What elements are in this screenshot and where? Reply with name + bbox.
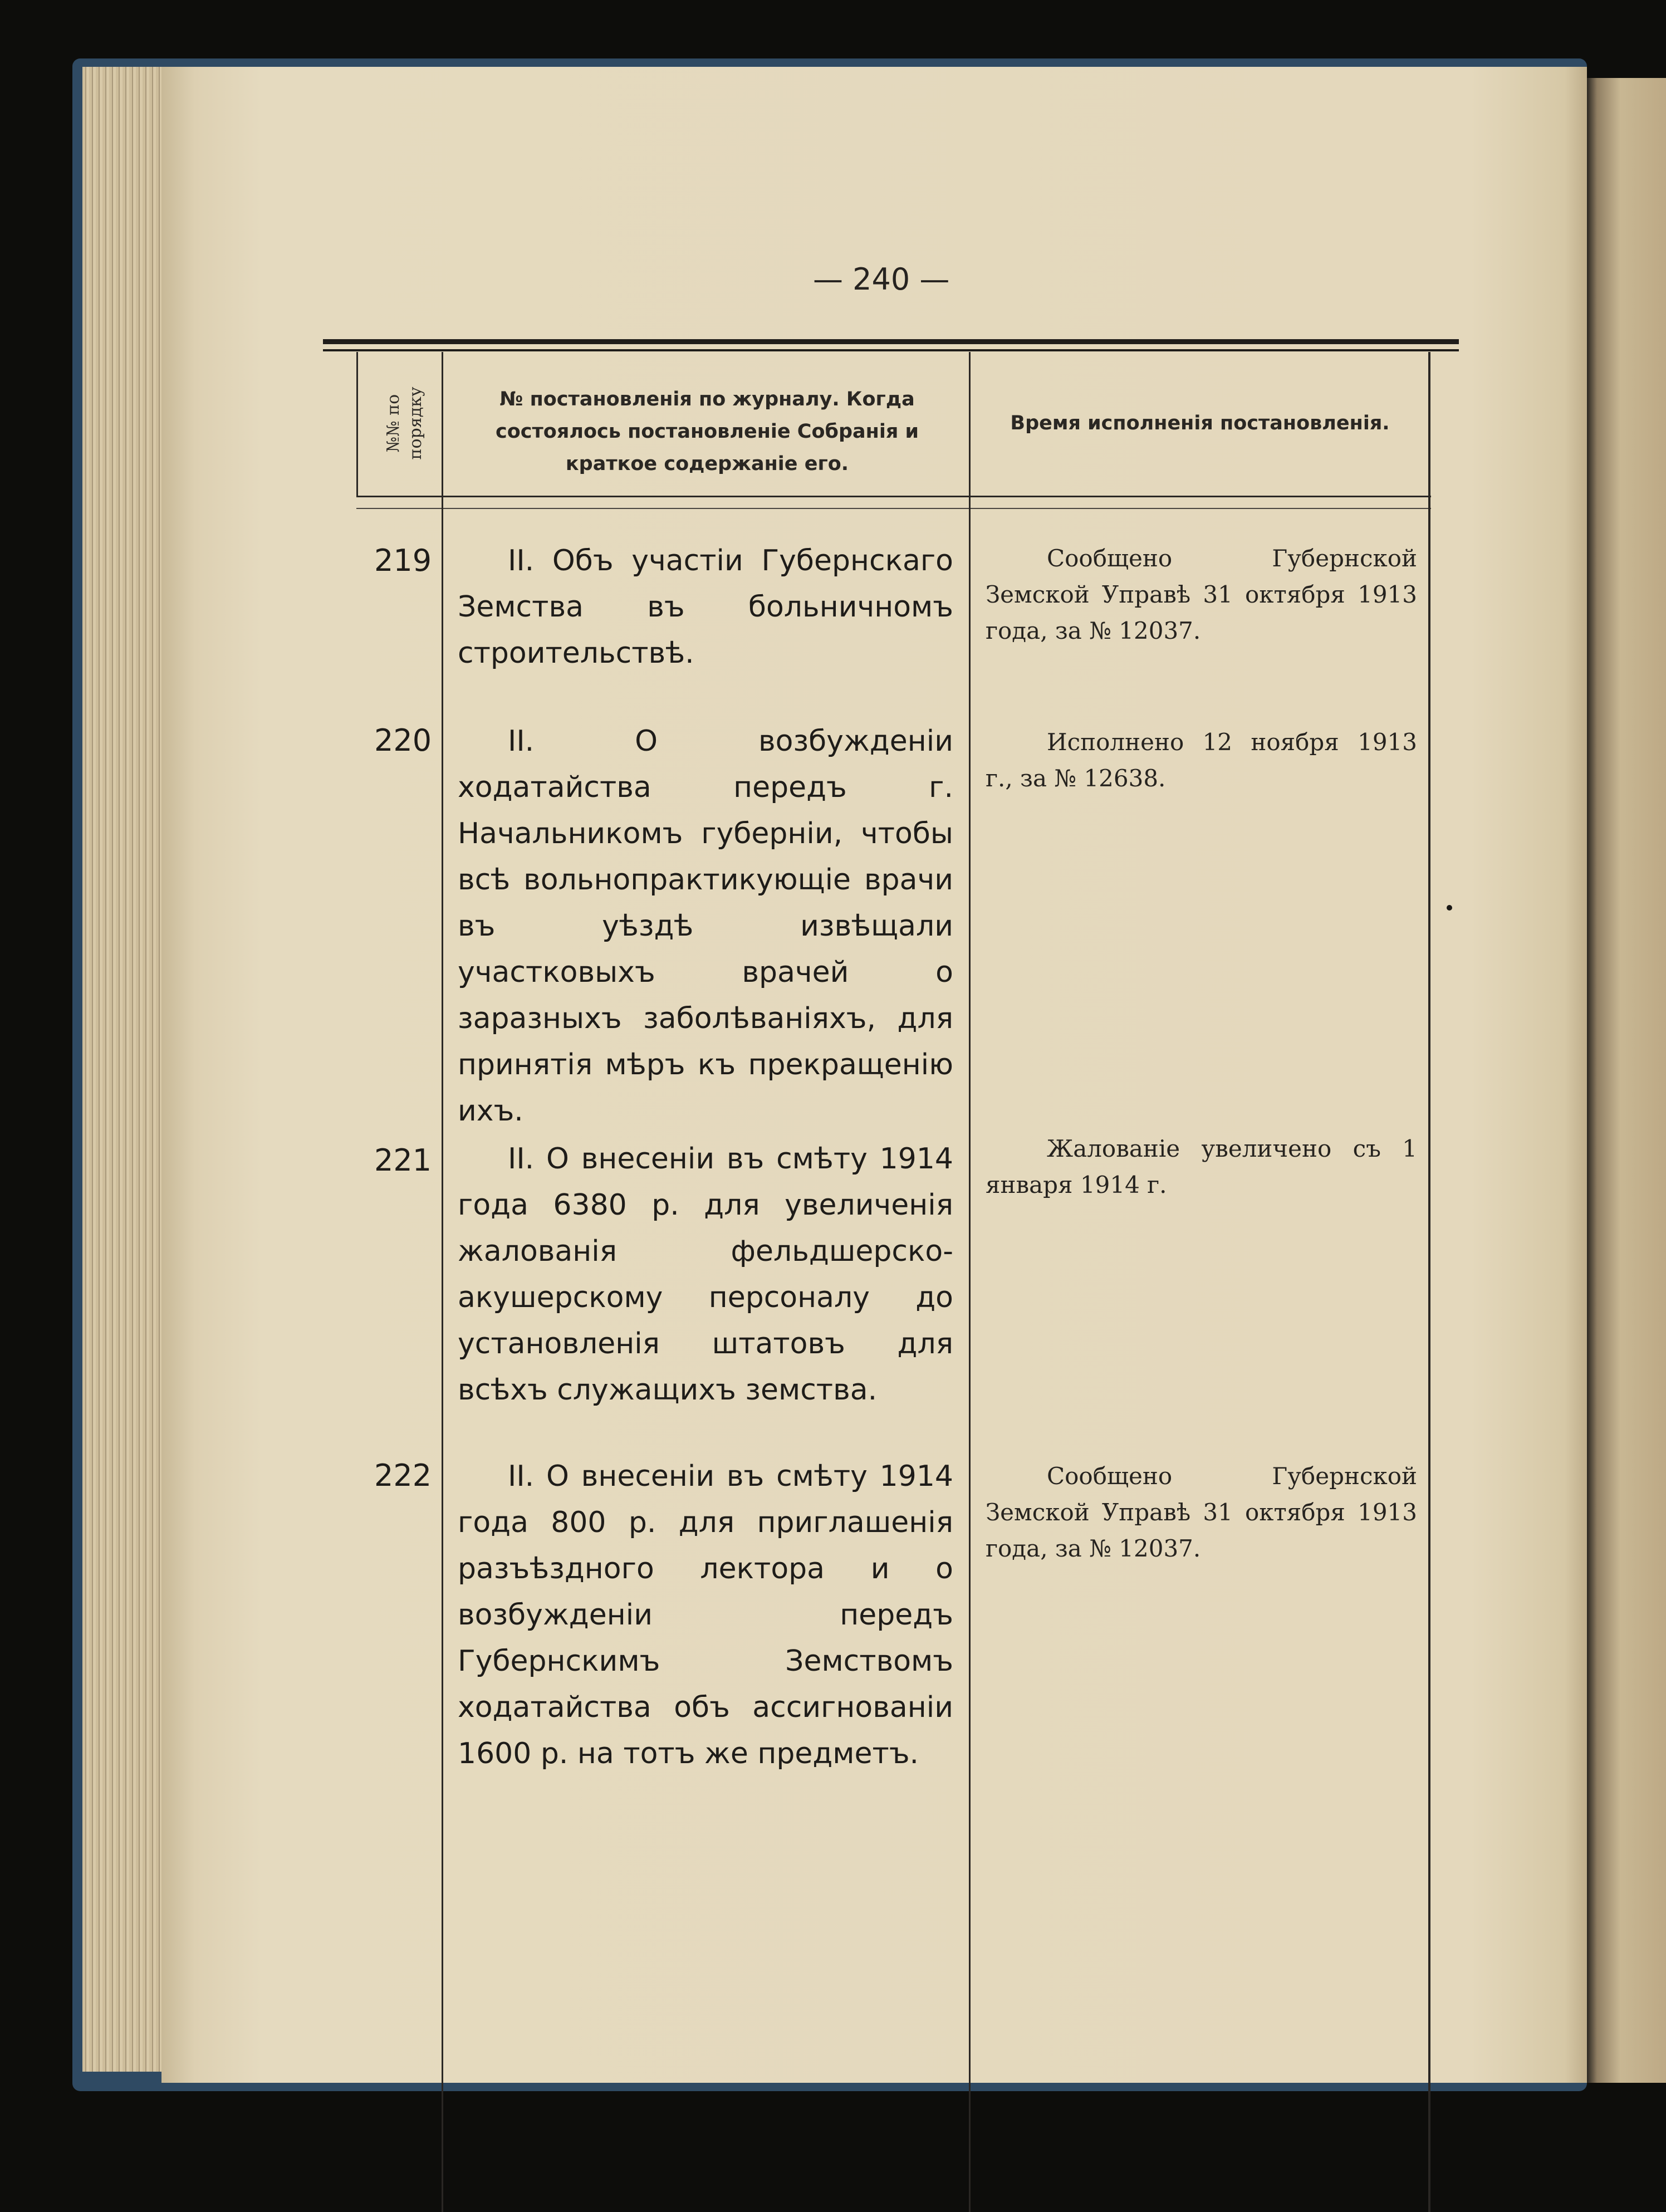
header-order-number-text: №№ по порядку: [384, 386, 425, 460]
header-execution: Время исполненія постановленія.: [1010, 412, 1390, 434]
row-resolution: II. О внесеніи въ смѣту 1914 года 6380 р. для увеличенія жалованія фельдшерско-акушерскому персоналу до установленія штатовъ для всѣхъ служащихъ земства.: [458, 1142, 953, 1407]
table-top-rule-thin: [323, 349, 1459, 351]
row-resolution: II. О внесеніи въ смѣту 1914 года 800 р. для приглашенія разъѣздного лектора и о возбужденіи передъ Губернскимъ Земствомъ ходатайства объ ассигнованіи 1600 р. на тотъ же предметъ.: [458, 1460, 953, 1770]
paper-speck: [1447, 905, 1452, 911]
row-number: 222: [374, 1458, 432, 1493]
page-edges: [82, 67, 166, 2072]
row-number: 219: [374, 543, 432, 578]
row-execution: Сообщено Губернской Земской Управѣ 31 октября 1913 года, за № 12037.: [986, 545, 1417, 644]
row-resolution: II. О возбужденіи ходатайства передъ г. Начальникомъ губерніи, чтобы всѣ вольнопрактикующіе врачи въ уѣздѣ извѣщали участковыхъ врачей о заразныхъ заболѣваніяхъ, для принятія мѣръ къ прекращенію ихъ.: [458, 725, 953, 1128]
row-number: 221: [374, 1143, 432, 1178]
page-number: — 240 —: [813, 262, 950, 297]
column-divider-right: [1428, 352, 1430, 2212]
row-execution: Сообщено Губернской Земской Управѣ 31 октября 1913 года, за № 12037.: [986, 1462, 1417, 1562]
row-execution: Исполнено 12 ноября 1913 г., за № 12638.: [986, 728, 1417, 792]
header-bottom-rule: [356, 496, 1431, 497]
facing-page-edge: [1587, 78, 1666, 2083]
header-bottom-rule-thin: [356, 508, 1431, 509]
column-divider-resolution: [969, 352, 971, 2212]
row-number: 220: [374, 723, 432, 758]
table-top-rule: [323, 339, 1459, 344]
header-resolution: № постановленія по журналу. Когда состоялось постановленіе Собранія и краткое содержаніе его.: [495, 388, 919, 475]
row-resolution: II. Объ участіи Губернскаго Земства въ больничномъ строительствѣ.: [458, 544, 953, 670]
header-order-number: [338, 359, 472, 487]
row-execution: Жалованіе увеличено съ 1 января 1914 г.: [986, 1135, 1417, 1198]
column-divider-number: [442, 352, 443, 2212]
